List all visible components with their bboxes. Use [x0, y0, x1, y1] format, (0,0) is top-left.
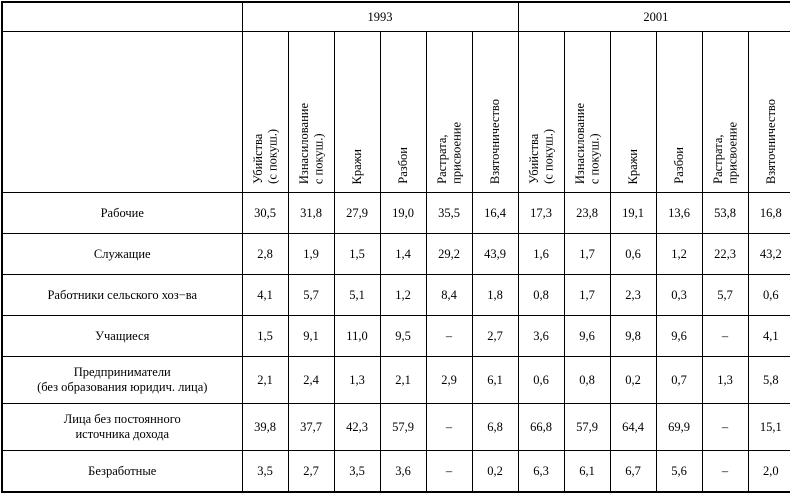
cell: 3,5: [242, 451, 288, 493]
col-head-label: Взяточничество: [487, 98, 502, 184]
cell: 0,6: [610, 234, 656, 275]
cell: 0,3: [656, 275, 702, 316]
cell: 57,9: [380, 404, 426, 451]
row-label-line1: Учащиеся: [95, 328, 150, 343]
row-label-line1: Лица без постоянного: [63, 412, 181, 426]
col-head-label: Изнасилование с покуш.): [572, 102, 602, 184]
col-head-label: Разбои: [671, 147, 686, 184]
table-body: [2, 193, 790, 493]
cell: 0,7: [656, 357, 702, 404]
cell: 5,1: [334, 275, 380, 316]
cell: 0,2: [610, 357, 656, 404]
cell: 1,7: [564, 275, 610, 316]
cell: 1,2: [380, 275, 426, 316]
table-row: [2, 234, 790, 275]
row-label: [2, 275, 242, 316]
cell: 4,1: [748, 316, 790, 357]
table-row: [2, 451, 790, 493]
table-row: [2, 275, 790, 316]
col-head-label: Взяточничество: [763, 98, 778, 184]
cell: 6,1: [472, 357, 518, 404]
cell: 5,6: [656, 451, 702, 493]
cell: 43,2: [748, 234, 790, 275]
cell: 3,5: [334, 451, 380, 493]
col-head-2001-murders: [518, 32, 564, 193]
cell: 30,5: [242, 193, 288, 234]
document-page: [0, 1, 790, 481]
year-group-2001: 2001: [518, 2, 790, 32]
row-label-line1: Предприниматели: [73, 365, 171, 379]
col-head-label: Убийства (с покуш.): [526, 129, 556, 184]
cell: 2,8: [242, 234, 288, 275]
cell: 1,6: [518, 234, 564, 275]
row-label: [2, 357, 242, 404]
cell: 5,7: [702, 275, 748, 316]
col-head-2001-theft: [610, 32, 656, 193]
cell: 9,1: [288, 316, 334, 357]
cell: 9,8: [610, 316, 656, 357]
cell: 0,8: [518, 275, 564, 316]
cell: 4,1: [242, 275, 288, 316]
col-head-1993-bribery: [472, 32, 518, 193]
row-label-line2: (без образования юридич. лица): [37, 380, 208, 394]
row-label: [2, 404, 242, 451]
cell: 2,1: [380, 357, 426, 404]
row-label: [2, 193, 242, 234]
table-row: [2, 357, 790, 404]
cell: 6,3: [518, 451, 564, 493]
col-head-1993-theft: [334, 32, 380, 193]
cell: 57,9: [564, 404, 610, 451]
cell: –: [426, 316, 472, 357]
cell: 22,3: [702, 234, 748, 275]
cell: 2,7: [288, 451, 334, 493]
cell: 2,1: [242, 357, 288, 404]
row-label-line2: источника дохода: [75, 427, 170, 441]
cell: 5,7: [288, 275, 334, 316]
cell: 9,6: [656, 316, 702, 357]
cell: 6,8: [472, 404, 518, 451]
cell: 1,5: [242, 316, 288, 357]
cell: 0,6: [518, 357, 564, 404]
cell: 13,6: [656, 193, 702, 234]
cell: –: [702, 451, 748, 493]
col-head-2001-bribery: [748, 32, 790, 193]
col-head-label: Кражи: [625, 148, 640, 184]
col-head-label: Кражи: [349, 148, 364, 184]
cell: 0,2: [472, 451, 518, 493]
col-head-2001-robbery: [656, 32, 702, 193]
crime-statistics-table: [1, 1, 790, 493]
cell: 0,8: [564, 357, 610, 404]
cell: 2,0: [748, 451, 790, 493]
col-head-1993-rape: [288, 32, 334, 193]
header-corner-cell-2: [2, 32, 242, 193]
cell: 69,9: [656, 404, 702, 451]
cell: 27,9: [334, 193, 380, 234]
cell: 29,2: [426, 234, 472, 275]
cell: 5,8: [748, 357, 790, 404]
cell: 6,7: [610, 451, 656, 493]
cell: –: [426, 451, 472, 493]
header-row-years: [2, 2, 790, 32]
col-head-1993-murders: [242, 32, 288, 193]
col-head-2001-embezzlement: [702, 32, 748, 193]
cell: 66,8: [518, 404, 564, 451]
col-head-2001-rape: [564, 32, 610, 193]
cell: 39,8: [242, 404, 288, 451]
table-row: [2, 404, 790, 451]
cell: 19,1: [610, 193, 656, 234]
row-label-line1: Служащие: [93, 246, 151, 261]
row-label-line1: Работники сельского хоз−ва: [47, 287, 198, 302]
cell: –: [702, 316, 748, 357]
cell: 2,3: [610, 275, 656, 316]
cell: 2,7: [472, 316, 518, 357]
cell: 17,3: [518, 193, 564, 234]
cell: 1,2: [656, 234, 702, 275]
cell: 2,9: [426, 357, 472, 404]
cell: 3,6: [380, 451, 426, 493]
cell: 16,4: [472, 193, 518, 234]
cell: 1,7: [564, 234, 610, 275]
cell: 1,4: [380, 234, 426, 275]
col-head-label: Растрата, присвоение: [710, 122, 740, 184]
cell: 1,3: [702, 357, 748, 404]
row-label: [2, 234, 242, 275]
cell: 19,0: [380, 193, 426, 234]
cell: 16,8: [748, 193, 790, 234]
cell: 15,1: [748, 404, 790, 451]
row-label-line1: Рабочие: [100, 205, 144, 220]
header-corner-cell: [2, 2, 242, 32]
row-label: [2, 316, 242, 357]
row-label: [2, 451, 242, 493]
cell: 6,1: [564, 451, 610, 493]
cell: 35,5: [426, 193, 472, 234]
cell: 1,5: [334, 234, 380, 275]
cell: 9,6: [564, 316, 610, 357]
cell: 8,4: [426, 275, 472, 316]
cell: 64,4: [610, 404, 656, 451]
row-label-line1: Безработные: [88, 463, 157, 478]
cell: 42,3: [334, 404, 380, 451]
cell: 1,9: [288, 234, 334, 275]
cell: 43,9: [472, 234, 518, 275]
cell: 0,6: [748, 275, 790, 316]
cell: 23,8: [564, 193, 610, 234]
table-row: [2, 316, 790, 357]
cell: 9,5: [380, 316, 426, 357]
col-head-1993-robbery: [380, 32, 426, 193]
col-head-label: Убийства (с покуш.): [250, 129, 279, 184]
col-head-label: Изнасилование с покуш.): [296, 102, 325, 184]
cell: –: [426, 404, 472, 451]
cell: 2,4: [288, 357, 334, 404]
cell: 1,8: [472, 275, 518, 316]
col-head-label: Растрата, присвоение: [434, 122, 463, 184]
cell: 11,0: [334, 316, 380, 357]
col-head-label: Разбои: [395, 147, 410, 184]
table-row: [2, 193, 790, 234]
cell: 1,3: [334, 357, 380, 404]
year-group-1993: 1993: [242, 2, 518, 32]
col-head-1993-embezzlement: [426, 32, 472, 193]
cell: 53,8: [702, 193, 748, 234]
cell: 3,6: [518, 316, 564, 357]
cell: 37,7: [288, 404, 334, 451]
cell: –: [702, 404, 748, 451]
header-row-crimes: [2, 32, 790, 193]
cell: 31,8: [288, 193, 334, 234]
